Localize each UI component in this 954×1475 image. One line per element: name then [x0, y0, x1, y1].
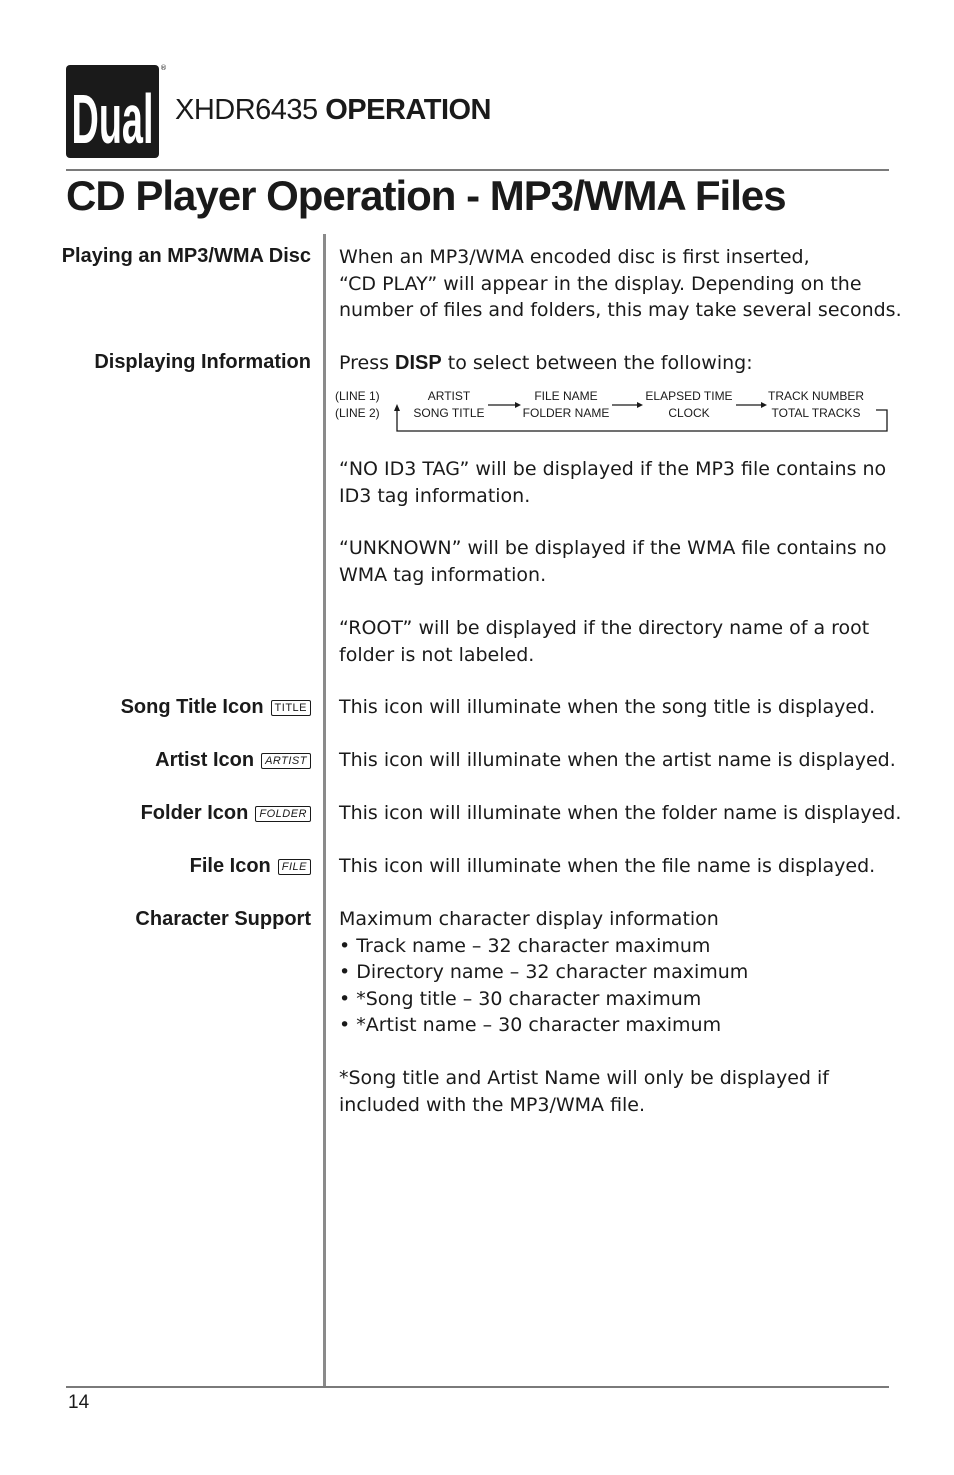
list-item: • Directory name – 32 character maximum [339, 961, 749, 983]
list-item: • *Song title – 30 character maximum [339, 987, 702, 1010]
page-title: CD Player Operation - MP3/WMA Files [66, 172, 786, 219]
col-total-tracks: TOTAL TRACKS [771, 406, 861, 420]
label-file-icon: File Icon FILE [190, 855, 311, 878]
column-divider [323, 234, 326, 1386]
registered-mark: ® [160, 64, 167, 72]
disp-key: DISP [395, 352, 442, 374]
page-number: 14 [68, 1392, 90, 1413]
song-title-icon-text: This icon will illuminate when the song title is displayed. [339, 696, 876, 718]
col-clock: CLOCK [668, 406, 710, 420]
label-playing: Playing an MP3/WMA Disc [61, 245, 311, 267]
artist-icon-text: This icon will illuminate when the artist name is displayed. [339, 749, 896, 771]
label-folder-icon: Folder Icon FOLDER [141, 802, 311, 825]
top-rule [66, 169, 889, 171]
list-item: • Track name – 32 character maximum [339, 934, 711, 957]
file-badge-icon: FILE [278, 859, 311, 875]
label-song-title-icon: Song Title Icon TITLE [121, 696, 311, 719]
line2-label: (LINE 2) [335, 406, 380, 420]
bottom-rule [66, 1386, 889, 1388]
col-file-name: FILE NAME [534, 389, 598, 403]
folder-badge-icon: FOLDER [255, 806, 311, 822]
label-displaying: Displaying Information [94, 351, 311, 373]
playing-text: When an MP3/WMA encoded disc is first inserted, “CD PLAY” will appear in the display. Depending on the number of files and folders, this may take several seconds. [339, 246, 902, 321]
title-badge-icon: TITLE [271, 700, 311, 716]
label-character-support: Character Support [135, 908, 311, 930]
col-artist: ARTIST [427, 389, 471, 403]
model-number: XHDR6435 [175, 94, 318, 126]
col-song-title: SONG TITLE [413, 406, 485, 420]
folder-icon-text: This icon will illuminate when the folder name is displayed. [339, 802, 902, 824]
character-support-footnote: *Song title and Artist Name will only be displayed if included with the MP3/WMA file. [339, 1067, 829, 1116]
note-no-id3: “NO ID3 TAG” will be displayed if the MP3 file contains no ID3 tag information. [339, 458, 887, 507]
section-name: OPERATION [325, 94, 491, 126]
file-icon-text: This icon will illuminate when the file name is displayed. [339, 855, 876, 877]
press-disp-text: Press DISP to select between the following: [339, 352, 753, 374]
artist-badge-icon: ARTIST [261, 753, 311, 769]
col-track-number: TRACK NUMBER [767, 389, 864, 403]
header-title [175, 94, 491, 127]
character-support-list: Maximum character display information • Track name – 32 character maximum • Directory name – 32 character maximum • *Song title – 30 character maximum • *Artist name – 30 character maximum [339, 906, 748, 1039]
note-root: “ROOT” will be displayed if the directory name of a root folder is not labeled. [339, 617, 870, 666]
display-cycle-diagram [335, 388, 891, 436]
dual-logo-mark [66, 65, 159, 158]
col-folder-name: FOLDER NAME [522, 406, 610, 420]
dual-logo [66, 65, 159, 158]
line1-label: (LINE 1) [335, 389, 380, 403]
col-elapsed-time: ELAPSED TIME [645, 389, 733, 403]
label-artist-icon: Artist Icon ARTIST [155, 749, 311, 772]
list-item: • *Artist name – 30 character maximum [339, 1014, 722, 1036]
svg-text:Dual: Dual [71, 80, 154, 158]
note-unknown: “UNKNOWN” will be displayed if the WMA file contains no WMA tag information. [339, 537, 887, 586]
